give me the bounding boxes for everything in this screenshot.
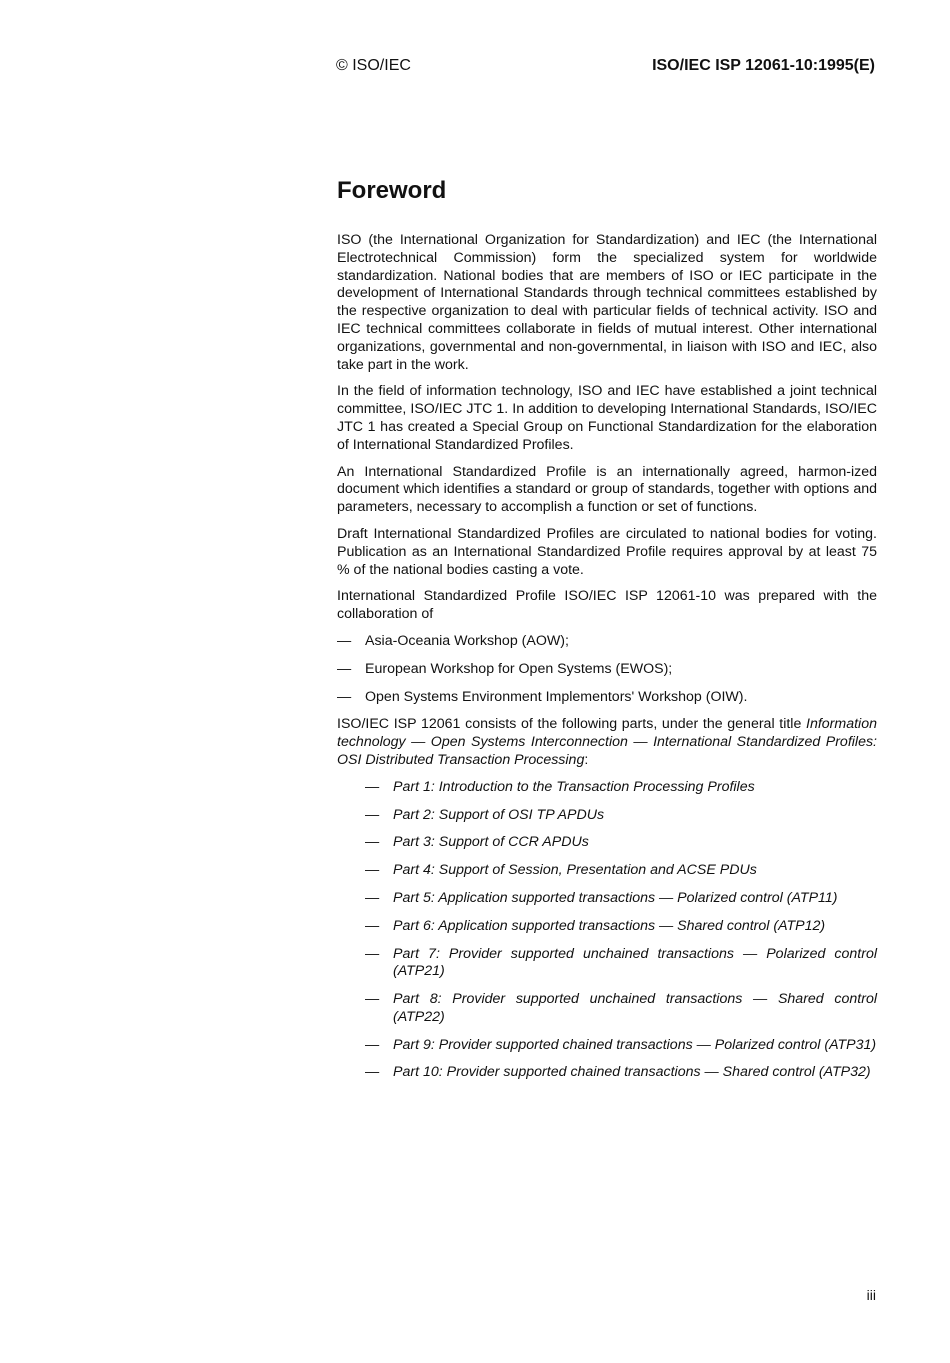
list-item [365, 1037, 877, 1055]
list-item [365, 890, 877, 908]
foreword-body [337, 174, 877, 1092]
part-3: Part 3: Support of CCR APDUs [393, 834, 589, 851]
dash-bullet: — [365, 991, 380, 1008]
page-number: iii [866, 1287, 876, 1303]
dash-bullet: — [365, 1064, 380, 1081]
part-1: Part 1: Introduction to the Transaction Processing Profiles [393, 778, 755, 795]
workshop-list [337, 633, 877, 706]
paragraph-draft-voting: Draft International Standardized Profiles are circulated to national bodies for voting. Publication as an International Standardized Profile requires approval by at least 75 % of the national bodies casting a vote. [337, 525, 877, 578]
page-title: Foreword [337, 177, 447, 204]
paragraph-jtc1: In the field of information technology, ISO and IEC have established a joint technical committee, ISO/IEC JTC 1. In addition to developing International Standards, ISO/IEC JTC 1 has created a Special Group on Functional Standardization for the elaboration of International Standardized Profiles. [337, 383, 877, 453]
list-item [365, 807, 877, 825]
paragraph-isp-definition: An International Standardized Profile is an internationally agreed, harmon-ized document which identifies a standard or group of standards, together with options and parameters, necessary to accomplish a function or set of functions. [337, 463, 877, 516]
list-item [365, 834, 877, 852]
dash-bullet: — [337, 660, 352, 677]
workshop-aow: Asia-Oceania Workshop (AOW); [365, 632, 569, 649]
dash-bullet: — [365, 862, 380, 879]
part-10: Part 10: Provider supported chained transactions — Shared control (ATP32) [393, 1064, 871, 1081]
list-item [337, 661, 877, 679]
workshop-oiw: Open Systems Environment Implementors' Workshop (OIW). [365, 688, 748, 705]
dash-bullet: — [365, 889, 380, 906]
dash-bullet: — [337, 632, 352, 649]
dash-bullet: — [365, 806, 380, 823]
parts-intro-lead: ISO/IEC ISP 12061 consists of the following parts, under the general title [337, 716, 807, 733]
parts-general-title: Information technology — Open Systems Interconnection — International Standardized Profiles: OSI Distributed Transaction Processing [337, 716, 877, 768]
dash-bullet: — [365, 834, 380, 851]
list-item [365, 991, 877, 1027]
dash-bullet: — [337, 688, 352, 705]
header-copyright: © ISO/IEC [336, 57, 411, 74]
paragraph-iso-iec: ISO (the International Organization for Standardization) and IEC (the International Electrotechnical Commission) form the specialized system for worldwide standardization. National bodies that are members of ISO or IEC participate in the development of International Standards through technical committees established by the respective organization to deal with particular fields of technical activity. ISO and IEC technical committees collaborate in fields of mutual interest. Other international organizations, governmental and non-governmental, in liaison with ISO and IEC, also take part in the work. [337, 232, 877, 373]
list-item [365, 1064, 877, 1082]
workshop-ewos: European Workshop for Open Systems (EWOS); [365, 660, 673, 677]
dash-bullet: — [365, 917, 380, 934]
part-8: Part 8: Provider supported unchained transactions — Shared control (ATP22) [393, 991, 877, 1025]
part-9: Part 9: Provider supported chained transactions — Polarized control (ATP31) [393, 1036, 877, 1053]
list-item [365, 779, 877, 797]
list-item [337, 689, 877, 707]
part-2: Part 2: Support of OSI TP APDUs [393, 806, 605, 823]
dash-bullet: — [365, 1036, 380, 1053]
list-item [365, 862, 877, 880]
paragraph-collaboration: International Standardized Profile ISO/IEC ISP 12061-10 was prepared with the collaboration of [337, 588, 877, 623]
part-4: Part 4: Support of Session, Presentation and ACSE PDUs [393, 862, 757, 879]
part-7: Part 7: Provider supported unchained transactions — Polarized control (ATP21) [393, 945, 877, 980]
part-6: Part 6: Application supported transactions — Shared control (ATP12) [393, 917, 826, 934]
dash-bullet: — [365, 778, 380, 795]
list-item [365, 918, 877, 936]
paragraph-parts-intro [337, 716, 877, 769]
header-document-id: ISO/IEC ISP 12061-10:1995(E) [652, 57, 875, 74]
list-item [365, 946, 877, 982]
part-5: Part 5: Application supported transactions — Polarized control (ATP11) [393, 889, 838, 906]
parts-intro-tail: : [584, 751, 589, 768]
parts-list [337, 779, 877, 1083]
list-item [337, 633, 877, 651]
dash-bullet: — [365, 945, 380, 962]
